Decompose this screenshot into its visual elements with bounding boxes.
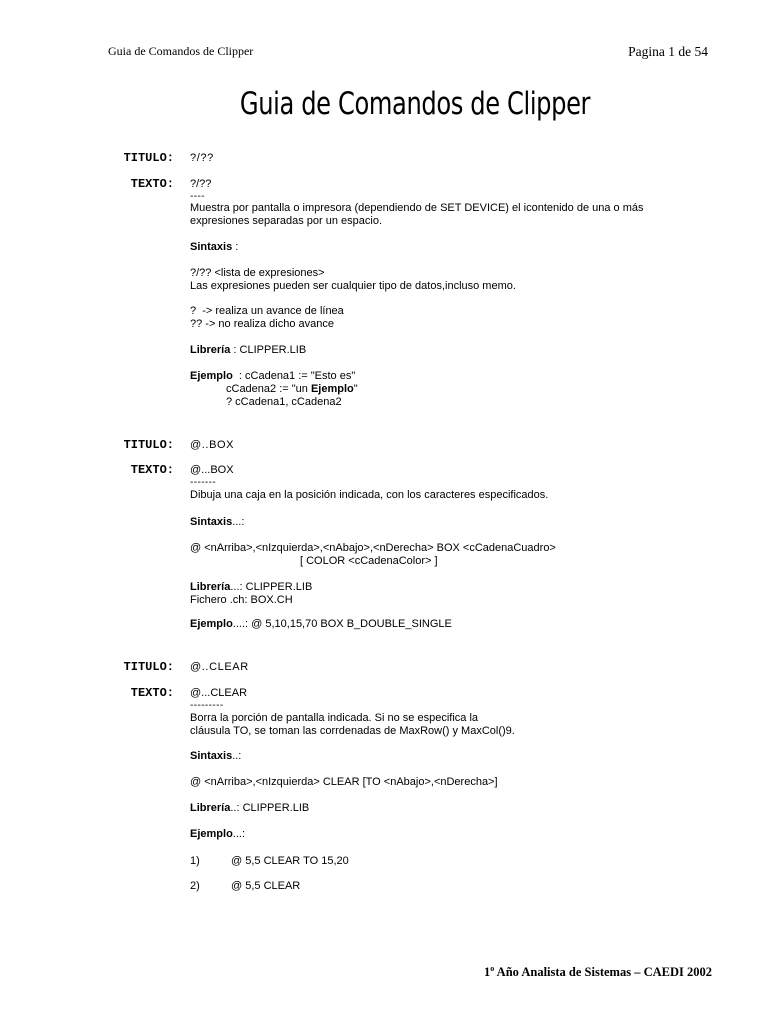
libreria-line xyxy=(190,802,309,815)
underline-dashes: ---- xyxy=(190,191,205,202)
texto-heading: @...CLEAR xyxy=(190,687,248,699)
titulo-label: TITULO: xyxy=(123,660,174,674)
syntax-line: Las expresiones pueden ser cualquier tipo de datos,incluso memo. xyxy=(190,280,516,292)
description-line: Muestra por pantalla o impresora (dependiendo de SET DEVICE) el icontenido de una o más xyxy=(190,202,644,214)
sintaxis-line xyxy=(190,516,244,529)
syntax-line: [ COLOR <cCadenaColor> ] xyxy=(300,555,438,567)
ejemplo-line xyxy=(190,618,452,631)
titulo-value: ?/?? xyxy=(190,152,214,164)
syntax-line: @ <nArriba>,<nIzquierda> CLEAR [TO <nAbajo>,<nDerecha>] xyxy=(190,776,498,788)
code-text: " xyxy=(353,383,358,395)
underline-dashes: ------- xyxy=(190,477,217,488)
page-number: Pagina 1 de 54 xyxy=(628,44,708,59)
libreria-value: ...: CLIPPER.LIB xyxy=(230,581,313,593)
libreria-line xyxy=(190,344,306,357)
ejemplo-value: ...: xyxy=(232,828,246,840)
footer-text: Año Analista de Sistemas – CAEDI 2002 xyxy=(494,965,712,979)
fichero-line: Fichero .ch: BOX.CH xyxy=(190,594,293,606)
ejemplo-code-line: ? cCadena1, cCadena2 xyxy=(226,396,342,408)
libreria-keyword: Librería xyxy=(190,581,231,593)
example-code: @ 5,5 CLEAR TO 15,20 xyxy=(231,855,349,867)
description-line: expresiones separadas por un espacio. xyxy=(190,215,383,227)
texto-label: TEXTO: xyxy=(130,177,174,191)
code-text: cCadena2 := "un xyxy=(226,383,311,395)
libreria-value: : CLIPPER.LIB xyxy=(230,344,307,356)
example-number: 1) xyxy=(190,855,200,867)
sintaxis-line xyxy=(190,750,241,763)
page-title: Guia de Comandos de Clipper xyxy=(239,86,591,122)
ejemplo-code-line xyxy=(226,383,358,396)
ejemplo-line xyxy=(190,828,245,841)
texto-label: TEXTO: xyxy=(130,463,174,477)
sintaxis-keyword: Sintaxis xyxy=(190,241,233,253)
syntax-line: ?? -> no realiza dicho avance xyxy=(190,318,335,330)
ejemplo-value: : cCadena1 := "Esto es" xyxy=(232,370,356,382)
example-number: 2) xyxy=(190,880,200,892)
ejemplo-keyword: Ejemplo xyxy=(190,618,233,630)
libreria-value: ..: CLIPPER.LIB xyxy=(230,802,310,814)
libreria-line xyxy=(190,581,312,594)
sintaxis-separator: : xyxy=(232,241,239,253)
ejemplo-keyword: Ejemplo xyxy=(190,828,233,840)
titulo-value: @..BOX xyxy=(190,439,235,451)
titulo-label: TITULO: xyxy=(123,438,174,452)
example-code: @ 5,5 CLEAR xyxy=(231,880,301,892)
ejemplo-line xyxy=(190,370,355,383)
ejemplo-keyword: Ejemplo xyxy=(190,370,233,382)
code-keyword: Ejemplo xyxy=(310,383,354,395)
ejemplo-value: ....: @ 5,10,15,70 BOX B_DOUBLE_SINGLE xyxy=(232,618,452,630)
syntax-line: @ <nArriba>,<nIzquierda>,<nAbajo>,<nDerecha> BOX <cCadenaCuadro> xyxy=(190,542,556,554)
underline-dashes: --------- xyxy=(190,700,224,711)
running-header-title: Guia de Comandos de Clipper xyxy=(108,44,254,58)
titulo-label: TITULO: xyxy=(123,151,174,165)
libreria-keyword: Librería xyxy=(190,344,231,356)
footer-ordinal: o xyxy=(490,964,495,973)
description-line: Dibuja una caja en la posición indicada, con los caracteres especificados. xyxy=(190,489,549,501)
description-line: Borra la porción de pantalla indicada. Si no se especifica la xyxy=(190,712,479,724)
sintaxis-line xyxy=(190,241,238,254)
sintaxis-keyword: Sintaxis xyxy=(190,516,233,528)
sintaxis-keyword: Sintaxis xyxy=(190,750,233,762)
page-footer xyxy=(484,964,712,980)
sintaxis-separator: ...: xyxy=(232,516,245,528)
sintaxis-separator: ..: xyxy=(232,750,242,762)
footer-number: 1 xyxy=(484,965,491,979)
titulo-value: @..CLEAR xyxy=(190,661,249,673)
syntax-line: ? -> realiza un avance de línea xyxy=(190,305,344,317)
texto-heading: ?/?? xyxy=(190,178,212,190)
texto-label: TEXTO: xyxy=(130,686,174,700)
description-line: cláusula TO, se toman las corrdenadas de MaxRow() y MaxCol()9. xyxy=(190,725,515,737)
texto-heading: @...BOX xyxy=(190,464,234,476)
libreria-keyword: Librería xyxy=(190,802,231,814)
syntax-line: ?/?? <lista de expresiones> xyxy=(190,267,325,279)
